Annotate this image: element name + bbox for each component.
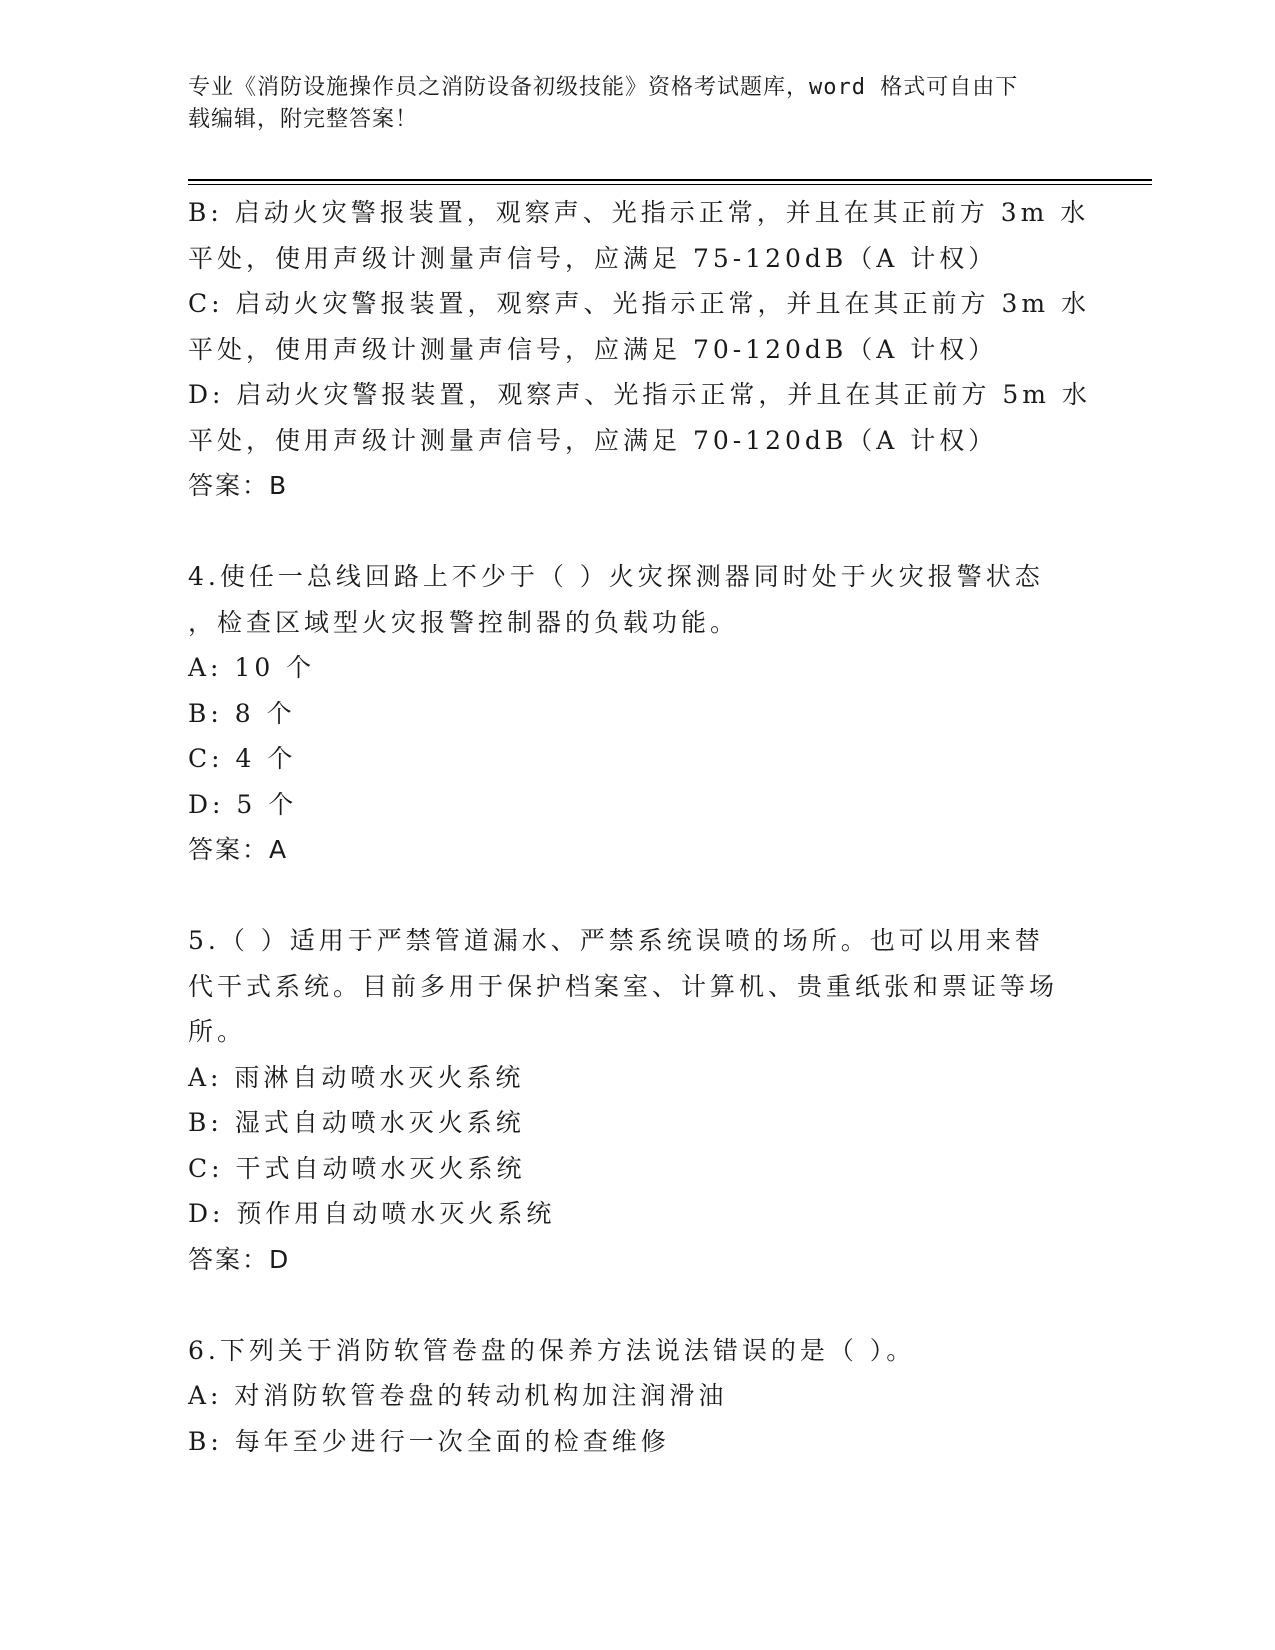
- header-divider-thick: [188, 179, 1152, 181]
- q5-answer: 答案：D: [188, 1244, 291, 1274]
- q3-option-c-line-1: C: 启动火灾警报装置，观察声、光指示正常，并且在其正前方 3m 水: [188, 289, 1091, 318]
- q4-option-d: D: 5 个: [188, 789, 298, 819]
- header-divider-thin: [188, 184, 1152, 185]
- q3-answer: 答案：B: [188, 471, 289, 500]
- q4-option-b: B: 8 个: [188, 698, 296, 728]
- q4-stem-line-2: ，检查区域型火灾报警控制器的负载功能。: [188, 607, 740, 637]
- question-5: [188, 918, 1068, 1282]
- q6-stem-line-1: 6.下列关于消防软管卷盘的保养方法说法错误的是（ ）。: [188, 1335, 916, 1365]
- q5-stem-line-1: 5.（ ）适用于严禁管道漏水、严禁系统误喷的场所。也可以用来替: [188, 926, 1044, 955]
- q5-stem-line-2: 代干式系统。目前多用于保护档案室、计算机、贵重纸张和票证等场: [188, 971, 1059, 1001]
- spacer: [188, 1282, 1068, 1328]
- q6-option-a: A: 对消防软管卷盘的转动机构加注润滑油: [188, 1381, 728, 1410]
- q5-option-b: B: 湿式自动喷水灭火系统: [188, 1108, 525, 1137]
- spacer: [188, 509, 1068, 555]
- q3-option-b-line-2: 平处，使用声级计测量声信号，应满足 75-120dB（A 计权）: [188, 243, 998, 273]
- q3-option-b-line-1: B: 启动火灾警报装置，观察声、光指示正常，并且在其正前方 3m 水: [188, 198, 1090, 227]
- document-body: [188, 190, 1091, 1464]
- q3-option-d-line-2: 平处，使用声级计测量声信号，应满足 70-120dB（A 计权）: [188, 425, 998, 455]
- header-line-1: 专业《消防设施操作员之消防设备初级技能》资格考试题库，word 格式可自由下: [188, 75, 1019, 100]
- question-3-continued: [188, 190, 1091, 509]
- q5-option-a: A: 雨淋自动喷水灭火系统: [188, 1062, 525, 1092]
- q4-answer: 答案：A: [188, 835, 289, 864]
- q5-option-c: C: 干式自动喷水灭火系统: [188, 1153, 526, 1183]
- q3-option-d-line-1: D: 启动火灾警报装置，观察声、光指示正常，并且在其正前方 5m 水: [188, 380, 1091, 409]
- question-6: [188, 1328, 1068, 1465]
- q6-option-b: B: 每年至少进行一次全面的检查维修: [188, 1426, 670, 1456]
- q5-stem-line-3: 所。: [188, 1017, 247, 1046]
- document-header: [188, 72, 1068, 136]
- question-4: [188, 554, 1068, 873]
- header-line-2: 载编辑，附完整答案！: [188, 107, 419, 132]
- q4-option-c: C: 4 个: [188, 744, 297, 773]
- q5-option-d: D: 预作用自动喷水灭火系统: [188, 1199, 556, 1228]
- spacer: [188, 873, 1068, 919]
- q4-option-a: A: 10 个: [188, 653, 316, 682]
- q3-option-c-line-2: 平处，使用声级计测量声信号，应满足 70-120dB（A 计权）: [188, 334, 998, 364]
- q4-stem-line-1: 4.使任一总线回路上不少于（ ）火灾探测器同时处于火灾报警状态: [188, 562, 1044, 591]
